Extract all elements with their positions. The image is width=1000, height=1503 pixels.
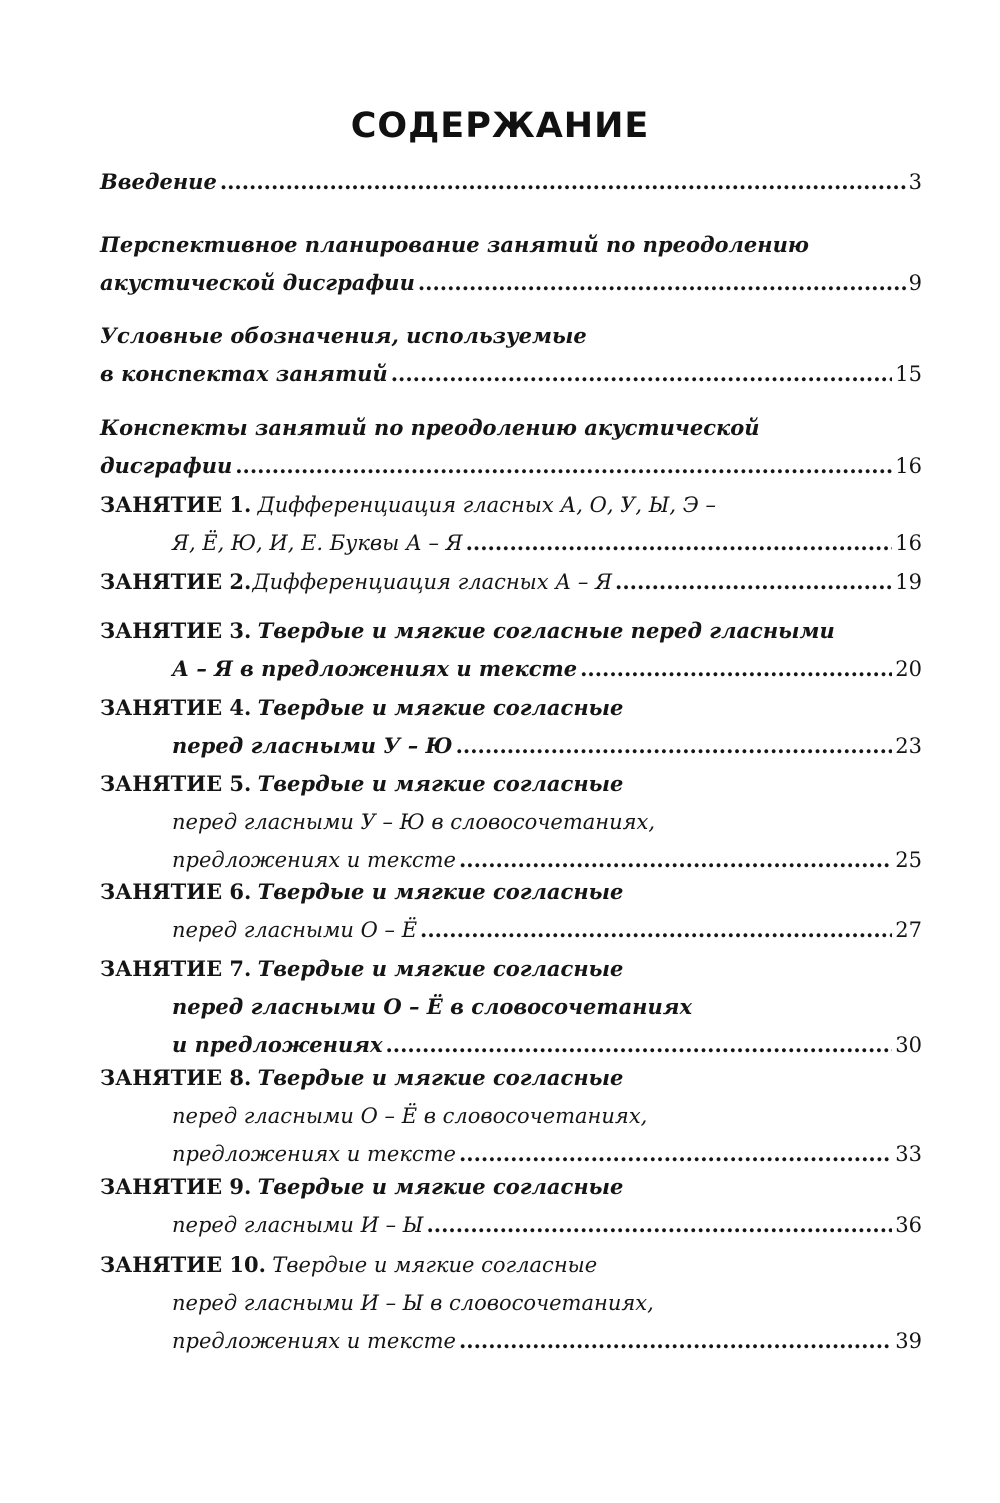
dot-leader — [420, 911, 892, 949]
dot-leader — [235, 447, 892, 485]
toc-entry-lesson-6[interactable] — [100, 873, 922, 949]
entry-title-cont: акустической дисграфии — [100, 270, 415, 295]
toc-entry-notes[interactable] — [100, 409, 922, 485]
lesson-title-cont: перед гласными И – Ы — [172, 1213, 424, 1237]
toc-entry-symbols[interactable] — [100, 317, 922, 393]
toc-entry-lesson-10[interactable] — [100, 1246, 922, 1360]
lesson-label: ЗАНЯТИЕ 6. — [100, 879, 252, 904]
entry-title-cont: в конспектах занятий — [100, 361, 388, 386]
entry-title: Введение — [100, 169, 217, 194]
page-number: 36 — [895, 1213, 922, 1237]
page-number: 15 — [895, 362, 922, 386]
lesson-title-cont: перед гласными У – Ю — [172, 733, 453, 758]
lesson-label: ЗАНЯТИЕ 3. — [100, 618, 252, 643]
dot-leader — [615, 563, 892, 601]
page-number: 9 — [908, 271, 922, 295]
page-number: 3 — [908, 170, 922, 194]
toc-entry-plan[interactable] — [100, 226, 922, 302]
lesson-title-cont: Я, Ё, Ю, И, Е. Буквы А – Я — [172, 531, 463, 555]
dot-leader — [426, 1206, 892, 1244]
lesson-title-cont: перед гласными У – Ю в словосочетаниях, — [172, 810, 656, 834]
page-number: 20 — [895, 657, 922, 681]
page-number: 16 — [895, 454, 922, 478]
dot-leader — [418, 264, 906, 302]
toc-entry-lesson-7[interactable] — [100, 950, 922, 1064]
lesson-title: Твердые и мягкие согласные — [257, 771, 624, 796]
page-number: 39 — [895, 1329, 922, 1353]
dot-leader — [466, 524, 893, 562]
toc-entry-lesson-8[interactable] — [100, 1059, 922, 1173]
lesson-label: ЗАНЯТИЕ 4. — [100, 695, 252, 720]
lesson-title-cont: и предложениях — [172, 1032, 383, 1057]
lesson-title: Дифференциация гласных А – Я — [252, 570, 613, 594]
lesson-title-cont: перед гласными О – Ё в словосочетаниях, — [172, 1104, 648, 1128]
entry-title: Условные обозначения, используемые — [100, 323, 587, 348]
lesson-title-cont: предложениях и тексте — [172, 1142, 456, 1166]
lesson-title-cont: перед гласными О – Ё — [172, 918, 418, 942]
lesson-title: Твердые и мягкие согласные — [257, 1065, 624, 1090]
page-number: 33 — [895, 1142, 922, 1166]
lesson-title: Твердые и мягкие согласные перед гласными — [257, 618, 835, 643]
page-number: 19 — [895, 570, 922, 594]
lesson-title-cont: А – Я в предложениях и тексте — [172, 656, 578, 681]
lesson-title: Твердые и мягкие согласные — [272, 1253, 598, 1277]
dot-leader — [456, 727, 893, 765]
page-number: 23 — [895, 734, 922, 758]
lesson-title: Твердые и мягкие согласные — [257, 879, 624, 904]
lesson-label: ЗАНЯТИЕ 5. — [100, 771, 252, 796]
page-number: 16 — [895, 531, 922, 555]
dot-leader — [459, 1322, 892, 1360]
lesson-title: Твердые и мягкие согласные — [257, 956, 624, 981]
lesson-label: ЗАНЯТИЕ 8. — [100, 1065, 252, 1090]
lesson-title-cont: предложениях и тексте — [172, 1329, 456, 1353]
lesson-label: ЗАНЯТИЕ 10. — [100, 1252, 266, 1277]
entry-title: Конспекты занятий по преодолению акустической — [100, 415, 760, 440]
lesson-label: ЗАНЯТИЕ 1. — [100, 492, 252, 517]
toc-entry-lesson-9[interactable] — [100, 1168, 922, 1244]
entry-title: Перспективное планирование занятий по преодолению — [100, 232, 809, 257]
lesson-title-cont: перед гласными О – Ё в словосочетаниях — [172, 994, 692, 1019]
dot-leader — [580, 650, 892, 688]
lesson-title: Дифференциация гласных А, О, У, Ы, Э – — [257, 493, 717, 517]
lesson-title: Твердые и мягкие согласные — [257, 695, 624, 720]
toc-entry-lesson-4[interactable] — [100, 689, 922, 765]
page-number: 27 — [895, 918, 922, 942]
toc-entry-intro[interactable] — [100, 163, 922, 201]
lesson-label: ЗАНЯТИЕ 9. — [100, 1174, 252, 1199]
entry-title-cont: дисграфии — [100, 453, 233, 478]
page-number: 30 — [895, 1033, 922, 1057]
toc-entry-lesson-1[interactable] — [100, 486, 922, 562]
lesson-label: ЗАНЯТИЕ 7. — [100, 956, 252, 981]
lesson-title-cont: предложениях и тексте — [172, 848, 456, 872]
lesson-title-cont: перед гласными И – Ы в словосочетаниях, — [172, 1291, 654, 1315]
toc-entry-lesson-5[interactable] — [100, 765, 922, 879]
toc-entry-lesson-3[interactable] — [100, 612, 922, 688]
toc-title: СОДЕРЖАНИЕ — [350, 106, 650, 146]
lesson-label: ЗАНЯТИЕ 2. — [100, 569, 252, 594]
dot-leader — [220, 163, 906, 201]
dot-leader — [391, 355, 893, 393]
lesson-title: Твердые и мягкие согласные — [257, 1174, 624, 1199]
page-number: 25 — [895, 848, 922, 872]
toc-entry-lesson-2[interactable] — [100, 563, 922, 601]
